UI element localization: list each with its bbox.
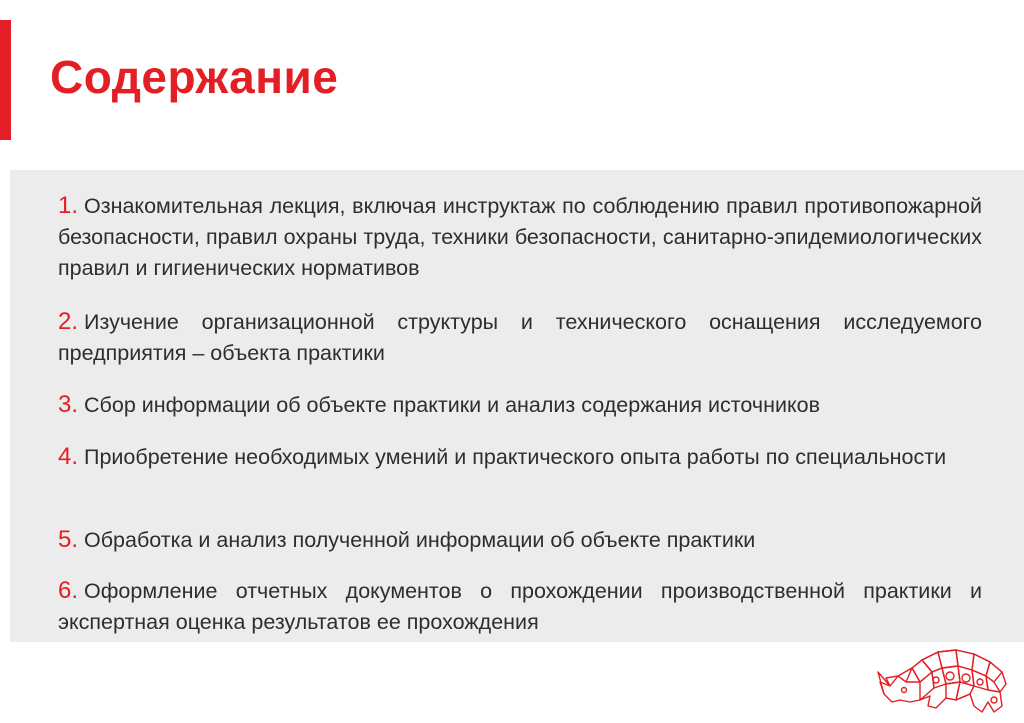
rhino-logo-icon	[876, 642, 1012, 718]
content-panel	[10, 170, 1024, 642]
list-item	[58, 306, 982, 369]
item-number: 2.	[58, 308, 79, 335]
item-number: 1.	[58, 192, 79, 219]
list-item	[58, 441, 982, 473]
item-text: Оформление отчетных документов о прохождении производственной практики и экспертная оценка результатов ее прохождения	[58, 579, 982, 634]
item-text: Обработка и анализ полученной информации об объекте практики	[84, 528, 756, 552]
list-item	[58, 389, 982, 421]
item-number: 4.	[58, 443, 79, 470]
list-item	[58, 190, 982, 284]
slide-title: Содержание	[50, 51, 339, 103]
item-number: 3.	[58, 391, 79, 418]
list-item	[58, 575, 982, 638]
item-text: Ознакомительная лекция, включая инструктаж по соблюдению правил противопожарной безопасности, правил охраны труда, техники безопасности, санитарно-эпидемиологических правил и гигиенических нормативов	[58, 194, 982, 280]
item-text: Сбор информации об объекте практики и анализ содержания источников	[84, 393, 821, 417]
item-text: Изучение организационной структуры и технического оснащения исследуемого предприятия – объекта практики	[58, 310, 982, 365]
item-text: Приобретение необходимых умений и практического опыта работы по специальности	[84, 445, 947, 469]
list-item	[58, 524, 982, 556]
item-number: 6.	[58, 577, 79, 604]
title-accent-bar	[0, 20, 11, 140]
item-number: 5.	[58, 526, 79, 553]
